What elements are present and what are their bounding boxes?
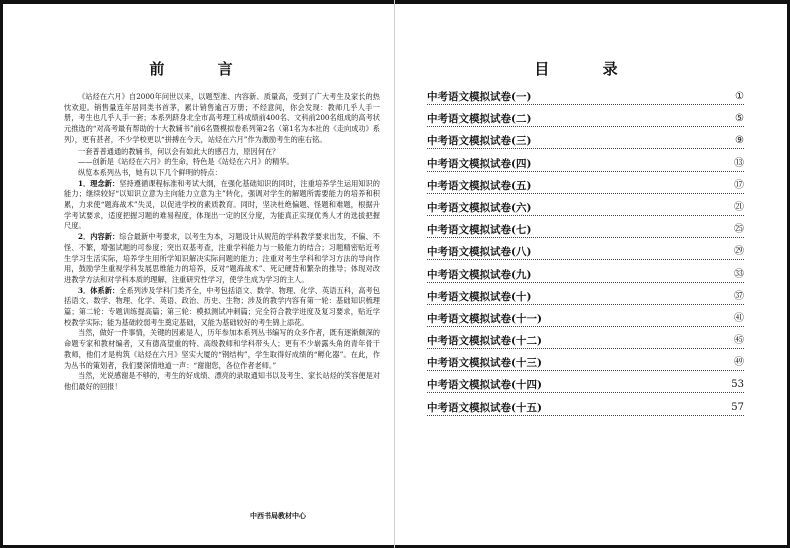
toc-leader-line — [427, 126, 744, 127]
toc-leader-line — [427, 259, 744, 260]
toc-entry-page: 53 — [731, 379, 744, 391]
preface-signature: 中西书局教材中心 — [250, 511, 306, 520]
toc-leader-line — [427, 326, 744, 327]
toc-entry[interactable] — [420, 290, 756, 312]
toc-entry-label: 中考语文模拟试卷(十四) — [427, 379, 542, 392]
toc-leader-line — [427, 370, 744, 371]
toc-entry[interactable] — [420, 356, 756, 378]
toc-entry-label: 中考语文模拟试卷(九) — [427, 268, 532, 281]
toc-leader-line — [427, 348, 744, 349]
toc-entry-label: 中考语文模拟试卷(五) — [427, 179, 532, 192]
toc-entry-label: 中考语文模拟试卷(十) — [427, 290, 532, 303]
toc-leader-line — [427, 104, 744, 105]
toc-entry-page: ㊲ — [734, 290, 744, 302]
toc-entry-label: 中考语文模拟试卷(十三) — [427, 357, 542, 370]
toc-title: 目 录 — [534, 60, 642, 78]
toc-entry-page: ㊶ — [734, 312, 744, 324]
preface-closing: 当然，做好一件事情，关键的因素是人，历年参加本系列丛书编写的众多作者，既有逐渐颇深的命题专家和教材编者，又有德高望重的特、高级教师和学科带头人；更有不少崭露头角的青年骨干教师，他们才是构筑《站烃在六月》坚实大厦的“钢结构”，学生取得好成绩的“孵化器”。在此，作为丛书的策划者，我们要深情地道一声：“谢谢您，各位作者老师。” — [64, 328, 380, 370]
feature-text: 综合最新中考要求，以考生为本，习题设计从规范的学科教学要求出发，不偏、不怪、不繁，增强试题的可参度；突出双基考查，注重学科能力与一般能力的结合；习题精密贴近考生学习生活实际，培养学生用所学知识解决实际问题的能力；注重对考生学科和学习方法的导向作用，鼓励学生重视学科发展思维能力的培养，反对“题海战术”、死记硬背和繁杂的推导；体现对改进教学方法和对学科本质的理解，注重研究性学习，使学生成为学习的主人。 — [64, 232, 380, 284]
toc-entry-page: ⑤ — [735, 113, 744, 125]
toc-leader-line — [427, 415, 744, 416]
book-spine — [394, 0, 395, 548]
toc-entry-page: ㉙ — [734, 246, 744, 258]
feature-paragraph — [64, 232, 380, 286]
toc-entry-page: ㊺ — [734, 335, 744, 347]
toc-entry-page: ⑬ — [734, 157, 744, 169]
toc-leader-line — [427, 193, 744, 194]
toc-entry[interactable] — [420, 378, 756, 400]
toc-entry-label: 中考语文模拟试卷(一) — [427, 91, 532, 103]
toc-entry-page: 57 — [731, 401, 744, 413]
toc-entry-label: 中考语文模拟试卷(三) — [427, 135, 532, 148]
toc-entry-page: ㊾ — [734, 357, 744, 369]
toc-leader-line — [427, 392, 744, 393]
preface-title: 前 言 — [149, 60, 257, 78]
feature-paragraph — [64, 179, 380, 233]
toc-entry-page: ⑨ — [735, 135, 744, 147]
toc-entry[interactable] — [420, 245, 756, 267]
toc-entry-page: ① — [735, 91, 744, 102]
toc-leader-line — [427, 171, 744, 172]
toc-leader-line — [427, 148, 744, 149]
feature-paragraph — [64, 286, 380, 329]
toc-entry[interactable] — [420, 401, 756, 423]
toc-entry[interactable] — [420, 223, 756, 245]
feature-label: 3．体系新： — [78, 285, 120, 295]
feature-text: 坚持遵循课程标准和考试大纲，在强化基础知识的同时，注重培养学生运用知识的能力；继续较好“以知识立意为主向能力立意为主”转化，强调对学生的解题所需要能力的培养和积累，力求使“题海战术”失灵，以促进学校的素质教育。同时，坚决杜绝偏题、怪题和难题，根据升学考试要求，适度把握习题的难易程度，体现出一定的区分度，为能真正实现优秀人才的选拔把握尺度。 — [64, 178, 380, 231]
toc-entry-page: ⑰ — [734, 179, 744, 191]
toc-entry[interactable] — [420, 112, 756, 134]
toc-entry-label: 中考语文模拟试卷(二) — [427, 113, 532, 126]
toc-entry-label: 中考语文模拟试卷(四) — [427, 157, 532, 170]
toc-entry[interactable] — [420, 201, 756, 223]
toc-entry-label: 中考语文模拟试卷(八) — [427, 246, 532, 259]
preface-closing: 当然，光说感谢是不够的，考生的好成绩、漂亮的录取通知书以及考生、家长站烃的笑容便是对他们最好的回报！ — [64, 371, 380, 391]
toc-entry-label: 中考语文模拟试卷(十五) — [427, 401, 542, 414]
toc-entry-label: 中考语文模拟试卷(七) — [427, 224, 532, 237]
toc-entry[interactable] — [420, 134, 756, 156]
toc-entry[interactable] — [420, 157, 756, 179]
toc-entry-page: ㉝ — [734, 268, 744, 280]
toc-entry-page: ㉕ — [734, 224, 744, 236]
toc-entry[interactable] — [420, 90, 756, 112]
toc-entry[interactable] — [420, 312, 756, 334]
toc-page — [420, 0, 756, 548]
toc-leader-line — [427, 237, 744, 238]
preface-paragraph: 《站烃在六月》自2000年问世以来，以题型准、内容新、质量高，受到了广大考生及家长的热忱欢迎。销售量连年居同类书首茅，累计销售逾百万册；不经意间，你会发现：教师几乎人手一册，考生也几乎人手一套；本系列跻身北全市高考理工科成绩前400名、文科前200名组成的高考状元推选的“对高考最有帮助的十大教辅书”前6名暨模拟卷系列第2名（第1名为本社的《走向成功》系列），更有甚者，不少学校更以“拼搏在今天，站烃在六月”作为激励考生的座右铭。 — [64, 92, 380, 144]
feature-label: 1．理念新： — [78, 178, 120, 188]
toc-list — [420, 90, 756, 423]
toc-leader-line — [427, 282, 744, 283]
toc-leader-line — [427, 215, 744, 216]
toc-entry-page: ㉑ — [734, 201, 744, 213]
preface-paragraph: ——创新是《站烃在六月》的生命，特色是《站烃在六月》的精华。 — [78, 157, 294, 167]
preface-page — [30, 0, 380, 548]
page-border-left — [0, 0, 3, 548]
toc-entry-label: 中考语文模拟试卷(六) — [427, 201, 532, 214]
preface-paragraph: 一套普普通通的教辅书，何以会有如此大的感召力，原因何在？ — [78, 146, 280, 156]
toc-entry[interactable] — [420, 179, 756, 201]
toc-entry-label: 中考语文模拟试卷(十一) — [427, 312, 542, 325]
toc-entry[interactable] — [420, 334, 756, 356]
toc-entry-label: 中考语文模拟试卷(十二) — [427, 335, 542, 348]
feature-text: 全系列涉及学科门类齐全，中考包括语文、数学、物理、化学、英语五科，高考包括语文、数学、物理、化学、英语、政治、历史、生物；涉及的教学内容有第一轮：基础知识梳理篇；第二轮：专题训练提高篇；第三轮：模拟测试冲刺篇；完全符合教学进度及复习要求，贴近学校教学实际；能为基础较弱考生奠定基础，又能为基础较好的考生锦上添花。 — [64, 285, 380, 327]
toc-entry[interactable] — [420, 268, 756, 290]
feature-label: 2．内容新： — [78, 232, 120, 242]
preface-paragraph: 纵览本系列丛书，她有以下几个鲜明的特点： — [78, 167, 222, 177]
preface-body — [64, 92, 380, 393]
toc-leader-line — [427, 304, 744, 305]
